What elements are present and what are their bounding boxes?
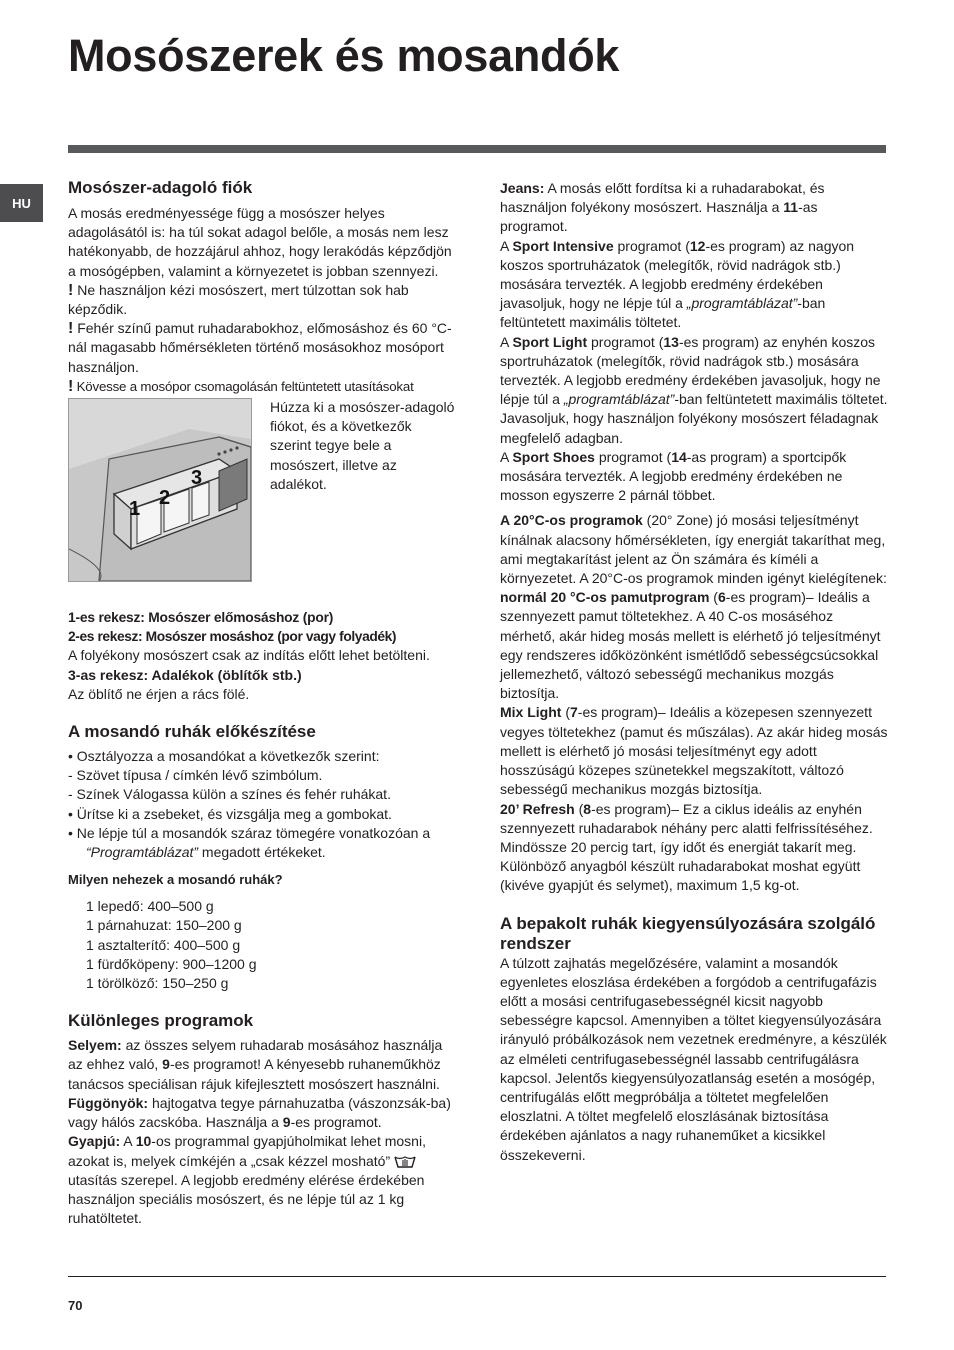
right-column: [500, 179, 888, 1165]
silk-paragraph: Selyem: az összes selyem ruhadarab mosásához használja az ehhez való, 9-es programot! A kényesebb ruhaneműkhöz tanácsos speciálisan rájuk kifejlesztett mosószert használni.: [68, 1037, 443, 1092]
compartment-2-note: A folyékony mosószert csak az indítás előtt lehet betölteni.: [68, 647, 430, 664]
sport-shoes-paragraph: A Sport Shoes programot (14-as program) a sportcipők mosására tervezték. A legjobb eredmény érdekében ne mosson egyszerre 2 párnál többet.: [500, 448, 847, 504]
title-divider: [68, 145, 886, 153]
compartment-label-2: 2: [159, 487, 171, 510]
left-column: [68, 178, 456, 1228]
detergent-drawer-illustration: [68, 398, 252, 582]
section-heading-special-programs: Különleges programok: [68, 1011, 254, 1031]
compartment-3-note: Az öblítő ne érjen a rács fölé.: [68, 685, 250, 702]
weight-item: 1 asztalterítő: 400–500 g: [86, 936, 241, 953]
weight-item: 1 fürdőköpeny: 900–1200 g: [86, 955, 257, 972]
jeans-paragraph: Jeans: A mosás előtt fordítsa ki a ruhadarabokat, és használjon folyékony mosószert. Használja a 11-as programot.: [500, 180, 825, 235]
section-heading-balancing: A bepakolt ruhák kiegyensúlyozására szolgáló rendszer: [500, 913, 876, 953]
compartment-1: 1-es rekesz: Mosószer előmosáshoz (por): [68, 610, 334, 626]
warning-icon: !: [68, 320, 74, 338]
warning-icon: !: [68, 281, 74, 299]
refresh-paragraph: 20’ Refresh (8-es program)– Ez a ciklus ideális az enyhén szennyezett ruhadarabok néhány perc alatti felfrissítéséhez. Mindössze 20 percig tart, így időt és energiát takarít meg. Különböző anyagból készült ruhadarabokat moshat együtt (kivéve gyapjút és selymet), maximum 1,5 kg-ot.: [500, 800, 873, 894]
footer-divider: [68, 1276, 886, 1277]
compartment-label-3: 3: [191, 467, 203, 490]
page-title: Mosószerek és mosandók: [68, 30, 620, 81]
wool-paragraph: Gyapjú: A 10-os programmal gyapjúholmikat lehet mosni, azokat is, melyek címkéjén a „csak kézzel mosható” utasítás szerepel. A legjobb eredmény elérése érdekében használjon speciális mosószert, és ne lépje túl az 1 kg ruhatöltetet.: [68, 1133, 426, 1227]
warning-packaging: ! Kövesse a mosópor csomagolásán feltüntetett utasításokat: [68, 377, 414, 395]
sport-light-paragraph: A Sport Light programot (13-es program) az enyhén koszos sportruházatok (melegítők, rövid nadrágok stb.) mosására tervezték. A legjobb eredmény érdekében javasoljuk, hogy ne lépje túl a „programtáblázat”-ban feltüntetett maximális töltetet. Javasoljuk, hogy használjon folyékony mosószert féladagnak megfelelő adagban.: [500, 333, 888, 446]
preparation-list: [68, 747, 456, 862]
drawer-figure-block: [68, 398, 456, 584]
section-heading-detergent-drawer: Mosószer-adagoló fiók: [68, 178, 253, 197]
list-item: - Színek Válogassa külön a színes és fehér ruhákat.: [68, 786, 391, 803]
weight-item: 1 törölköző: 150–250 g: [86, 975, 229, 992]
sport-intensive-paragraph: A Sport Intensive programot (12-es program) az nagyon koszos sportruházatok (melegítők, rövid nadrágok stb.) mosására tervezték. A legjobb eredmény érdekében javasoljuk, hogy ne lépje túl a „programtáblázat”-ban feltüntetett maximális töltetet.: [500, 237, 855, 331]
compartment-2: 2-es rekesz: Mosószer mosáshoz (por vagy folyadék): [68, 629, 397, 645]
list-item: • Osztályozza a mosandókat a következők szerint:: [68, 748, 380, 765]
hand-wash-icon: [394, 1154, 416, 1168]
weight-item: 1 párnahuzat: 150–200 g: [86, 917, 242, 934]
list-item: - Szövet típusa / címkén lévő szimbólum.: [68, 767, 323, 784]
zone20-paragraph: A 20°C-os programok (20° Zone) jó mosási teljesítményt kínálnak alacsony hőmérsékleten, így energiát takaríthat meg, ami megtakarítást jelent az Ön számára és kíméli a környezetet. A 20°C-os programok minden igényt kielégítenek:: [500, 512, 887, 587]
warning-powder: ! Fehér színű pamut ruhadarabokhoz, előmosáshoz és 60 °C-nál magasabb hőmérsékleten történő mosásokhoz mosóport használjon.: [68, 320, 452, 375]
warning-hand-detergent: ! Ne használjon kézi mosószert, mert túlzottan sok hab képződik.: [68, 281, 409, 318]
section-heading-preparing-laundry: A mosandó ruhák előkészítése: [68, 722, 316, 742]
weights-question: Milyen nehezek a mosandó ruhák?: [68, 872, 283, 888]
balancing-paragraph: A túlzott zajhatás megelőzésére, valamint a mosandók egyenletes eloszlása érdekében a forgódob a centrifugafázis előtt a mosási centrifugasebességnél kicsit nagyobb sebességre kapcsol. Amennyiben a töltet kiegyensúlyozására irányuló próbálkozások nem vezetnek eredményre, a készülék az elméleti centrifugasebességnél lassabb centrifugálásra kapcsol. Jelentős kiegyensúlyozatlanság esetén a mosógép, centrifugálás előtt megpróbálja a töltetet megfelelően eloszlatni. A töltet megfelelő eloszlásának biztosítása érdekében ajánlatos a nagy ruhaneműket a kicsikkel összekeverni.: [500, 954, 887, 1163]
curtains-paragraph: Függönyök: hajtogatva tegye párnahuzatba (vászonzsák-ba) vagy hálós zacskóba. Használja a 9-es programot.: [68, 1094, 451, 1131]
compartment-3: 3-as rekesz: Adalékok (öblítők stb.): [68, 666, 302, 683]
weights-list: [68, 897, 456, 993]
drawer-instructions: Húzza ki a mosószer-adagoló fiókot, és a következők szerint tegye bele a mosószert, illetve az adalékot.: [270, 399, 455, 492]
language-tab: HU: [0, 184, 43, 222]
weight-item: 1 lepedő: 400–500 g: [86, 898, 214, 915]
warning-icon: !: [68, 377, 74, 395]
compartment-list: [68, 608, 456, 704]
normal20-paragraph: normál 20 °C-os pamutprogram (6-es program)– Ideális a szennyezett pamut töltetekhez. A 40 C-os mosáséhoz mérhető, akár hideg mosás mellett is elérhető jó teljesítményt egy rendszeres időközönként ismétlődő sebességcsúcsokkal jellemezhető, változó sebességű mechanikus mozgás biztosítja.: [500, 589, 881, 702]
page-number: 70: [68, 1298, 83, 1313]
list-item: • Ne lépje túl a mosandók száraz tömegére vonatkozóan a “Programtáblázat” megadott értékeket.: [68, 824, 431, 861]
compartment-label-1: 1: [129, 498, 141, 521]
mix-light-paragraph: Mix Light (7-es program)– Ideális a közepesen szennyezett vegyes töltetekhez (pamut és műszálas). Az akár hideg mosás mellett is elérhető jó mosási teljesítményt egy adott hosszúságú közepes szünetekkel megszakított, változó sebességű mechanikus mozgás biztosítja.: [500, 704, 888, 798]
list-item: • Ürítse ki a zsebeket, és vizsgálja meg a gombokat.: [68, 805, 392, 822]
detergent-intro: A mosás eredményessége függ a mosószer helyes adagolásától is: ha túl sokat adagol belőle, a mosás nem lesz hatékonyabb, de hozzájárul ahhoz, hogy lerakódás képződjön a mosógépben, valamint a környezetet is jobban szennyezi.: [68, 205, 452, 279]
